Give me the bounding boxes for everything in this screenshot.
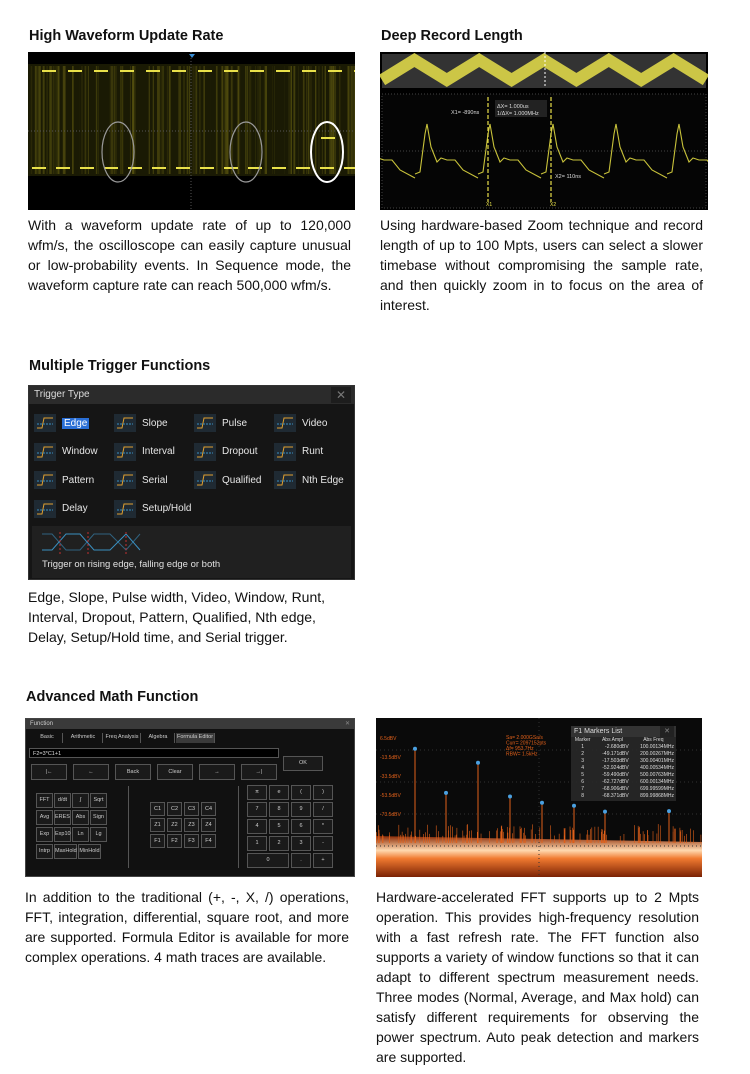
function-button[interactable]: Sqrt — [90, 793, 107, 808]
trigger-type-setup-hold[interactable] — [114, 499, 191, 519]
keypad-button[interactable]: 2 — [269, 836, 289, 851]
tab-arithmetic[interactable]: Arithmetic — [64, 733, 103, 743]
runt-icon — [274, 443, 296, 461]
function-dialog — [25, 718, 355, 877]
trigger-type-runt[interactable] — [274, 442, 323, 462]
trigger-description: Trigger on rising edge, falling edge or both — [42, 559, 221, 570]
function-button[interactable]: ERES — [54, 810, 71, 825]
edge-diagram-icon — [40, 528, 150, 558]
cursor-nav-button[interactable]: Clear — [157, 764, 193, 780]
source-button[interactable]: C2 — [167, 802, 182, 816]
cursor-x1-tag: X1 — [486, 202, 493, 208]
keypad-button[interactable]: . — [291, 853, 311, 868]
keypad-button[interactable]: - — [313, 836, 333, 851]
fft-peak-marker[interactable] — [413, 747, 417, 751]
keypad-button[interactable]: 1 — [247, 836, 267, 851]
markers-list-panel — [571, 726, 676, 801]
markers-table-cell: -68.906dBV — [602, 786, 629, 792]
keypad-button[interactable]: ( — [291, 785, 311, 800]
divider — [238, 786, 239, 868]
function-button[interactable]: Sign — [90, 810, 107, 825]
markers-table-cell: 500.00763MHz — [640, 772, 674, 778]
fft-y-axis-label: -13.5dBV — [380, 755, 401, 761]
close-icon[interactable]: ✕ — [331, 387, 351, 403]
function-button[interactable]: Lg — [90, 827, 107, 842]
fft-y-axis-label: -73.5dBV — [380, 812, 401, 818]
video-icon — [274, 414, 296, 432]
function-button[interactable]: Ln — [72, 827, 89, 842]
fft-peak-marker[interactable] — [540, 801, 544, 805]
trigger-type-dropout[interactable] — [194, 442, 258, 462]
fft-info-label: Δf= 953.7Hz — [506, 746, 534, 752]
fft-description: Hardware-accelerated FFT supports up to 2 Mpts operation. This provides high-frequency resolution with a fast refresh rate. The FFT function also supports a variety of window functions so that it can adapt to different spectrum measurement needs. Three modes (Normal, Average, and Max hold) can satisfy different requirements for observing the power spectrum. Auto peak detection and markers are supported. — [376, 889, 699, 1065]
trigger-type-edge[interactable] — [34, 413, 89, 433]
source-button[interactable]: C3 — [184, 802, 199, 816]
math-description: In addition to the traditional (+, -, X, /) operations, FFT, integration, differential, square root, and more are supported. Formula Editor is available for more complex operations. 4 math traces are available. — [25, 889, 349, 965]
markers-table-cell: 1 — [581, 744, 585, 750]
markers-table-cell: -52.924dBV — [602, 765, 629, 771]
markers-table-row — [571, 786, 676, 793]
trigger-type-delay[interactable] — [34, 499, 88, 519]
function-button[interactable]: Abs — [72, 810, 89, 825]
function-button[interactable]: ∫ — [72, 793, 89, 808]
trigger-type-window[interactable] — [34, 442, 98, 462]
waveform-update-description: With a waveform update rate of up to 120,000 wfm/s, the oscilloscope can easily capture unusual or low-probability events. In Sequence mode, the waveform capture rate can reach 500,000 wfm/s. — [28, 217, 351, 293]
markers-table-row — [571, 779, 676, 786]
fft-info-label: Curr= 2097152pts — [506, 740, 547, 747]
keypad-button[interactable]: 0 — [247, 853, 289, 868]
pattern-icon — [34, 471, 56, 489]
ok-button[interactable]: OK — [283, 756, 323, 771]
trigger-type-video[interactable] — [274, 413, 327, 433]
source-button[interactable]: Z3 — [184, 818, 199, 832]
function-button[interactable]: FFT — [36, 793, 53, 808]
keypad-button[interactable]: 8 — [269, 802, 289, 817]
markers-table-cell: 3 — [581, 758, 585, 764]
markers-table-row — [571, 744, 676, 751]
function-button[interactable]: Intrp — [36, 844, 53, 859]
delay-icon — [34, 500, 56, 518]
setup-hold-icon — [114, 500, 136, 518]
trigger-type-label: Runt — [302, 446, 324, 457]
markers-table-cell: 200.00267MHz — [640, 751, 674, 757]
section-title-waveform-update: High Waveform Update Rate — [29, 28, 224, 44]
trigger-type-label: Video — [302, 417, 328, 429]
markers-table-row — [571, 758, 676, 765]
keypad-button[interactable]: 5 — [269, 819, 289, 834]
tab-formula-editor[interactable]: Formula Editor — [176, 733, 215, 743]
fft-peak-marker[interactable] — [444, 791, 448, 795]
trigger-type-label: Dropout — [222, 446, 258, 457]
keypad-button[interactable]: 7 — [247, 802, 267, 817]
trigger-type-dialog — [28, 385, 355, 580]
deep-record-screenshot — [380, 52, 708, 210]
markers-table-cell: 300.00401MHz — [640, 758, 674, 764]
dialog-title-bar — [26, 719, 354, 729]
tab-basic[interactable]: Basic — [32, 733, 63, 743]
trigger-type-label: Serial — [142, 474, 168, 486]
dropout-icon — [194, 443, 216, 461]
slope-icon — [114, 414, 136, 432]
cursor-x2-label: X2= 110ns — [555, 174, 582, 180]
trigger-type-label: Edge — [64, 417, 88, 429]
trigger-description-text: Edge, Slope, Pulse width, Video, Window, Runt, Interval, Dropout, Pattern, Qualified, Nth edge, Delay, Setup/Hold time, and Serial trigger. — [28, 589, 326, 645]
fft-peak-marker[interactable] — [667, 809, 671, 813]
keypad-button[interactable]: / — [313, 802, 333, 817]
close-icon[interactable]: ✕ — [344, 721, 350, 727]
cursor-nav-button[interactable]: Back — [115, 764, 151, 780]
cursor-delta-label: ΔX= 1.000us — [497, 104, 529, 110]
trigger-type-nth-edge[interactable] — [274, 470, 344, 490]
trigger-type-label: Qualified — [222, 474, 262, 486]
divider — [128, 786, 129, 868]
keypad-button[interactable]: e — [269, 785, 289, 800]
function-button[interactable]: Exp10 — [54, 827, 71, 842]
trigger-type-interval[interactable] — [114, 442, 175, 462]
keypad-button[interactable]: 3 — [291, 836, 311, 851]
formula-input[interactable]: F2=3*C1+1 — [29, 748, 279, 758]
zoom-waveform-display — [380, 52, 708, 210]
markers-table-cell: 600.00134MHz — [640, 779, 674, 785]
source-button[interactable]: Z1 — [150, 818, 165, 832]
trigger-type-label: Nth Edge — [302, 474, 344, 486]
waveform-update-screenshot — [28, 52, 355, 210]
fft-peak-marker[interactable] — [603, 810, 607, 814]
dialog-title-bar — [29, 386, 354, 404]
cursor-nav-button[interactable]: →| — [241, 764, 277, 780]
keypad-button[interactable]: π — [247, 785, 267, 800]
trigger-type-slope[interactable] — [114, 413, 168, 433]
trigger-type-qualified[interactable] — [194, 470, 261, 490]
tab-freq-analysis[interactable]: Freq Analysis — [104, 733, 141, 743]
tab-algebra[interactable]: Algebra — [142, 733, 175, 743]
keypad-button[interactable]: + — [313, 853, 333, 868]
cursor-inverse-delta-label: 1/ΔX= 1.000MHz — [497, 111, 539, 117]
source-button[interactable]: C1 — [150, 802, 165, 816]
cursor-x1-label: X1= -890ns — [451, 110, 480, 116]
keypad-button[interactable]: 4 — [247, 819, 267, 834]
markers-table-cell: 7 — [581, 786, 585, 792]
markers-table-cell: 5 — [581, 772, 585, 778]
markers-table-cell: 100.00134MHz — [640, 744, 674, 750]
cursor-nav-button[interactable]: ← — [73, 764, 109, 780]
fft-info-label: RBW= 1.5kHz — [506, 751, 538, 758]
qualified-icon — [194, 471, 216, 489]
trigger-type-label: Slope — [142, 417, 168, 429]
source-button[interactable]: F3 — [184, 834, 199, 848]
trigger-description-panel — [32, 526, 351, 578]
markers-table-row — [571, 772, 676, 779]
fft-screenshot — [376, 718, 702, 877]
function-button[interactable]: MaxHold — [54, 844, 77, 859]
trigger-type-label: Window — [62, 446, 98, 457]
source-button[interactable]: F2 — [167, 834, 182, 848]
markers-table-cell: 6 — [581, 779, 585, 785]
waveform-persistence-display — [28, 52, 355, 210]
function-button[interactable]: d/dt — [54, 793, 71, 808]
fft-peak-marker[interactable] — [572, 804, 576, 808]
cursor-x2-tag: X2 — [550, 202, 557, 208]
keypad-button[interactable]: 6 — [291, 819, 311, 834]
markers-table-cell: -68.371dBV — [602, 793, 629, 799]
markers-table — [571, 737, 676, 800]
pulse-icon — [194, 414, 216, 432]
function-button[interactable]: Avg — [36, 810, 53, 825]
markers-table-cell: -2.680dBV — [605, 744, 629, 750]
edge-icon — [34, 414, 56, 432]
markers-column-header: Abs Freq — [643, 737, 664, 743]
dialog-title: Function — [30, 721, 54, 727]
trigger-type-pulse[interactable] — [194, 413, 247, 433]
trigger-type-label: Pulse — [222, 417, 248, 429]
serial-icon — [114, 471, 136, 489]
markers-table-cell: -17.503dBV — [602, 758, 629, 764]
markers-table-cell: 400.00534MHz — [640, 765, 674, 771]
trigger-type-label: Interval — [142, 446, 175, 457]
markers-table-cell: -49.171dBV — [602, 751, 629, 757]
markers-list-title: F1 Markers List — [574, 728, 623, 735]
function-button[interactable]: MinHold — [78, 844, 101, 859]
fft-info-label: Sa= 2.000GSa/s — [506, 735, 543, 741]
markers-table-cell: 699.99599MHz — [640, 786, 674, 792]
source-button[interactable]: F4 — [201, 834, 216, 848]
section-title-math: Advanced Math Function — [26, 689, 199, 705]
section-title-deep-record: Deep Record Length — [381, 28, 523, 44]
keypad-button[interactable]: ) — [313, 785, 333, 800]
dialog-title: Trigger Type — [34, 389, 90, 400]
trigger-type-serial[interactable] — [114, 470, 168, 490]
keypad-button[interactable]: * — [313, 819, 333, 834]
fft-y-axis-label: 6.5dBV — [380, 736, 397, 742]
markers-table-row — [571, 765, 676, 772]
trigger-type-label: Setup/Hold — [142, 503, 192, 514]
trigger-type-pattern[interactable] — [34, 470, 94, 490]
keypad-button[interactable]: 9 — [291, 802, 311, 817]
trigger-type-label: Pattern — [62, 474, 95, 486]
markers-table-cell: -59.490dBV — [602, 772, 629, 778]
markers-column-header: Abs Ampl — [601, 737, 624, 743]
fft-peak-marker[interactable] — [476, 761, 480, 765]
section-title-trigger: Multiple Trigger Functions — [29, 358, 211, 374]
markers-table-cell: 4 — [581, 765, 585, 771]
fft-y-axis-label: -53.5dBV — [380, 793, 401, 799]
markers-column-header: Marker — [574, 737, 591, 743]
source-button[interactable]: C4 — [201, 802, 216, 816]
nth-edge-icon — [274, 471, 296, 489]
deep-record-description: Using hardware-based Zoom technique and record length of up to 100 Mpts, users can select a slower timebase without compromising the sample rate, and then quickly zoom in to focus on the area of interest. — [380, 217, 703, 313]
fft-peak-marker[interactable] — [508, 794, 512, 798]
cursor-nav-button[interactable]: → — [199, 764, 235, 780]
source-button[interactable]: Z2 — [167, 818, 182, 832]
interval-icon — [114, 443, 136, 461]
markers-table-cell: 8 — [581, 793, 585, 799]
cursor-nav-button[interactable]: |← — [31, 764, 67, 780]
markers-table-cell: -62.727dBV — [602, 779, 629, 785]
source-button[interactable]: Z4 — [201, 818, 216, 832]
window-icon — [34, 443, 56, 461]
markers-table-cell: 899.99868MHz — [640, 793, 674, 799]
trigger-type-label: Delay — [62, 503, 88, 514]
markers-table-row — [571, 793, 676, 800]
markers-table-cell: 2 — [581, 751, 585, 757]
fft-y-axis-label: -33.5dBV — [380, 774, 401, 780]
function-button[interactable]: Exp — [36, 827, 53, 842]
close-icon[interactable]: ✕ — [660, 726, 674, 737]
source-button[interactable]: F1 — [150, 834, 165, 848]
markers-table-row — [571, 751, 676, 758]
